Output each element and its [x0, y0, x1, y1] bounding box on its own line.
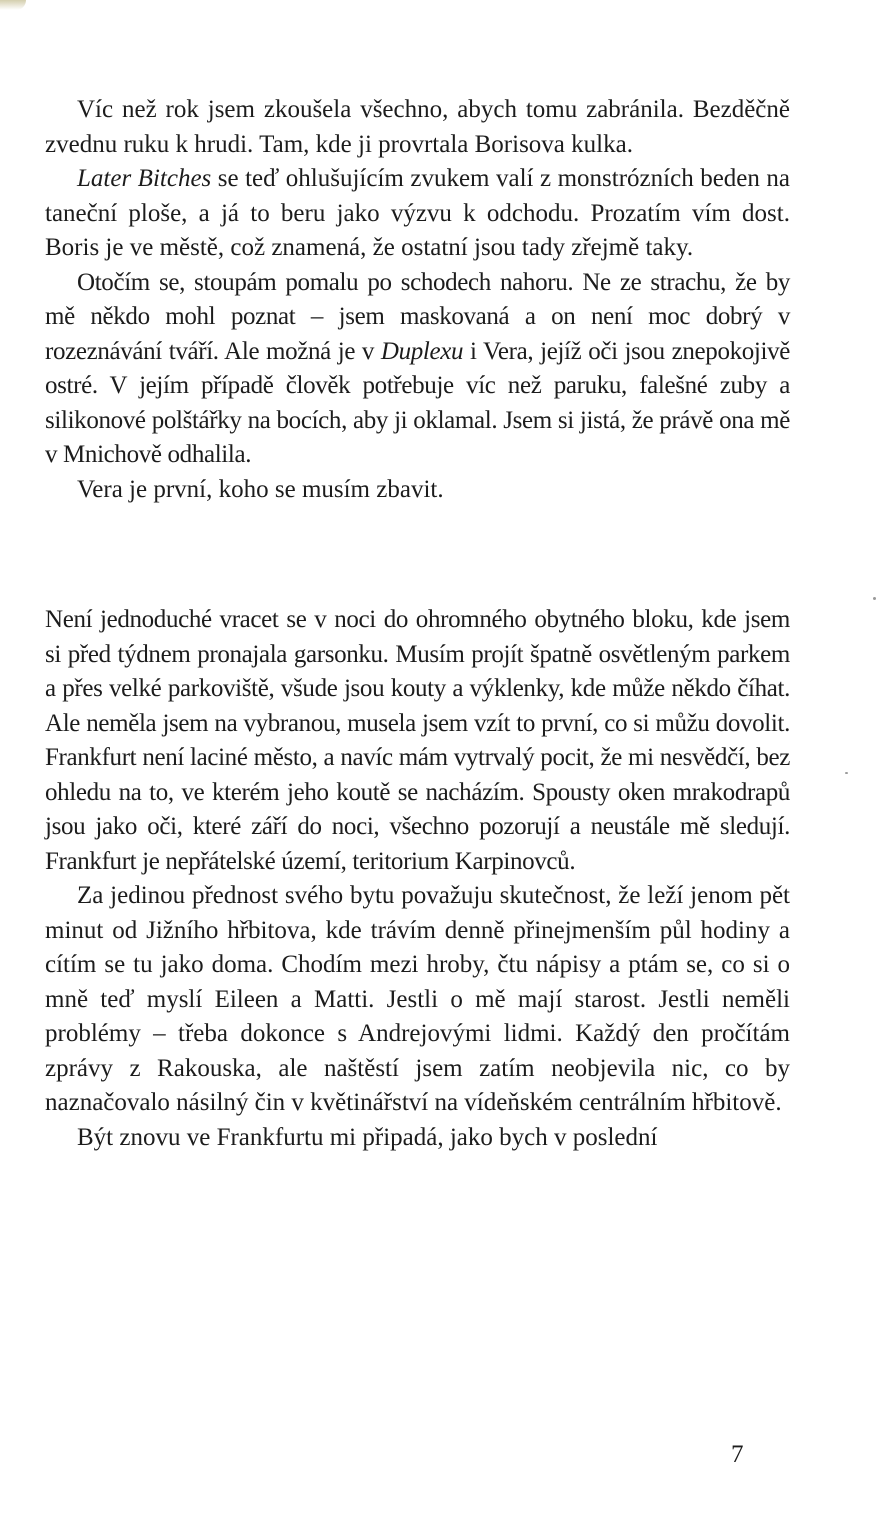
book-page-text	[45, 93, 790, 1155]
paragraph: Vera je první, koho se musím zbavit.	[77, 475, 444, 503]
club-name: Duplexu	[380, 337, 464, 365]
scan-speck	[845, 772, 848, 774]
paragraph	[45, 162, 790, 266]
section-break	[45, 507, 790, 603]
page-corner-mark	[0, 0, 26, 10]
paragraph: Víc než rok jsem zkoušela všechno, abych tomu zabránila. Bezděčně zvednu ruku k hrudi. Tam, kde ji provrtala Borisova kulka.	[45, 96, 790, 158]
paragraph: Být znovu ve Frankfurtu mi připadá, jako bych v poslední	[77, 1123, 658, 1151]
scan-speck	[873, 597, 876, 600]
paragraph: Za jedinou přednost svého bytu považuju skutečnost, že leží jenom pět minut od Jižního hřbitova, kde trávím denně přinejmenším půl hodiny a cítím se tu jako doma. Chodím mezi hroby, čtu nápisy a ptám se, co si o mně teď myslí Eileen a Matti. Jestli o mě mají starost. Jestli neměli problémy – třeba dokonce s Andrejovými lidmi. Každý den pročítám zprávy z Rakouska, ale naštěstí jsem zatím neobjevila nic, co by naznačovalo násilný čin v květinářství na vídeňském centrálním hřbitově.	[45, 882, 790, 1116]
paragraph	[45, 266, 790, 473]
paragraph: Není jednoduché vracet se v noci do ohromného obytného bloku, kde jsem si před týdnem pronajala garsonku. Musím projít špatně osvětleným parkem a přes velké parkoviště, všude jsou kouty a výklenky, kde může někdo číhat. Ale neměla jsem na vybranou, musela jsem vzít to první, co si můžu dovolit. Frankfurt není laciné město, a navíc mám vytrvalý pocit, že mi nesvědčí, bez ohledu na to, ve kterém jeho koutě se nacházím. Spousty oken mrakodrapů jsou jako oči, které září do noci, všechno pozorují a neustále mě sledují. Frankfurt je nepřátelské území, teritorium Karpinovců.	[45, 606, 790, 875]
song-title: Later Bitches	[77, 165, 212, 192]
paragraph-text: se teď ohlušujícím zvukem valí z monstrózních beden na taneční ploše, a já to beru jako výzvu k odchodu. Prozatím vím dost. Boris je ve městě, což znamená, že ostatní jsou tady zřejmě taky.	[45, 165, 790, 261]
paragraph-text: i Vera, jejíž oči jsou znepokojivě ostré. V jejím případě člověk potřebuje víc než paruku, falešné zuby a silikonové polštářky na bocích, aby ji oklamal. Jsem si jistá, že právě ona mě v Mnichově odhalila.	[45, 337, 790, 468]
paragraph-text: Otočím se, stoupám pomalu po schodech nahoru. Ne ze strachu, že by mě někdo mohl poznat – jsem maskovaná a on není moc dobrý v rozeznávání tváří. Ale možná je v	[45, 268, 790, 365]
page-number: 7	[731, 1441, 744, 1468]
